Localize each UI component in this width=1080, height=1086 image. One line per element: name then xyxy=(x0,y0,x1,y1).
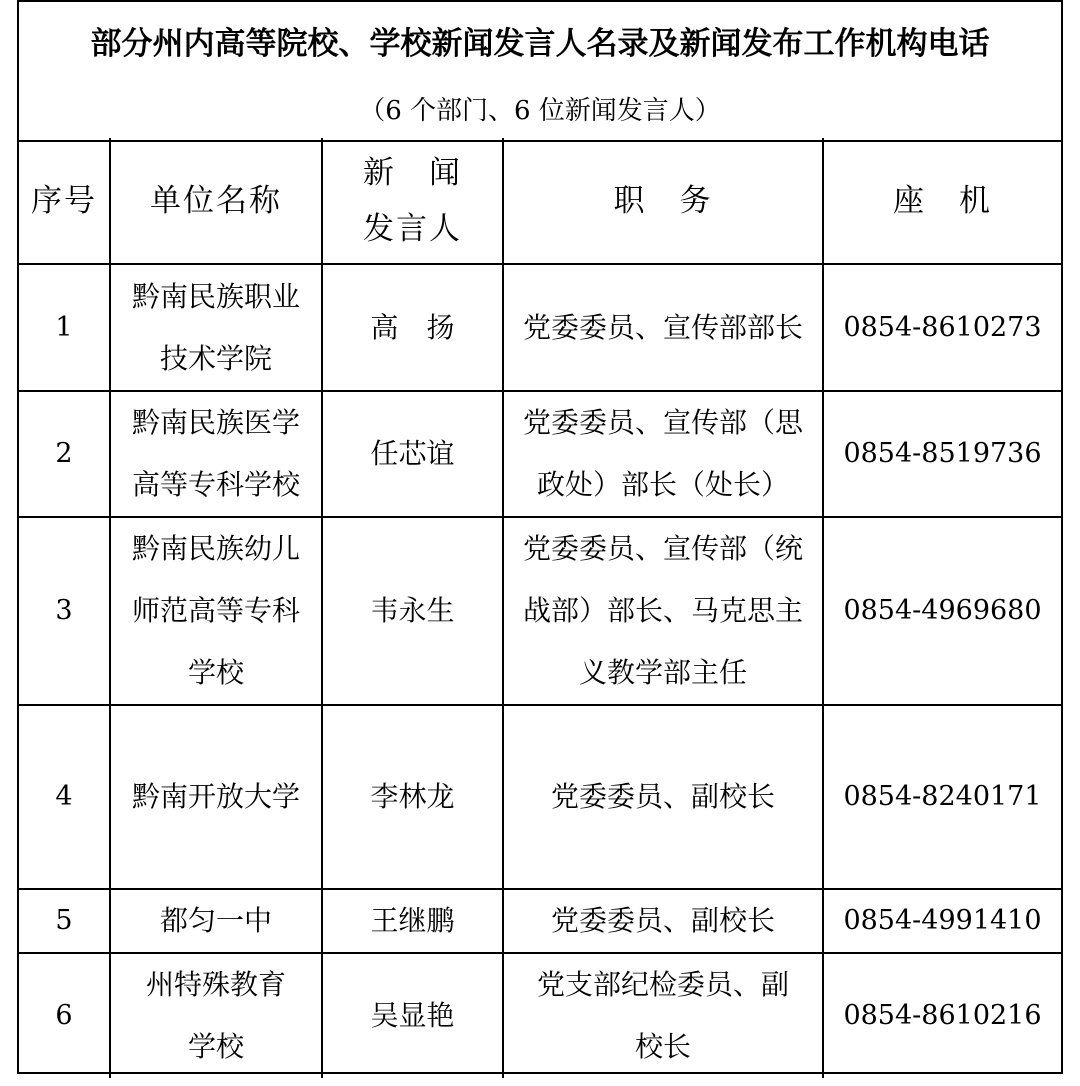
position-line: 义教学部主任 xyxy=(578,656,747,689)
row-position xyxy=(503,953,823,1078)
row-phone: 0854-8240171 xyxy=(823,705,1061,889)
table-row xyxy=(19,391,1061,517)
table-row xyxy=(19,264,1061,391)
position-line: 党支部纪检委员、副 xyxy=(536,968,789,1001)
unit-line: 黔南开放大学 xyxy=(131,780,300,813)
header-position: 职 务 xyxy=(503,138,823,264)
row-unit xyxy=(110,264,322,391)
row-index: 3 xyxy=(19,517,110,705)
header-spokesperson-line1: 新 闻 xyxy=(363,154,462,191)
row-position xyxy=(503,391,823,517)
spokesperson-table xyxy=(19,138,1061,1078)
row-index: 5 xyxy=(19,889,110,953)
row-spokesperson: 韦永生 xyxy=(322,517,503,705)
header-unit: 单位名称 xyxy=(110,138,322,264)
position-line: 党委委员、宣传部（统 xyxy=(522,532,803,565)
table-row xyxy=(19,517,1061,705)
row-spokesperson: 任芯谊 xyxy=(322,391,503,517)
row-index: 6 xyxy=(19,953,110,1078)
row-phone: 0854-8610273 xyxy=(823,264,1061,391)
position-line: 党委委员、宣传部部长 xyxy=(522,310,803,344)
row-position xyxy=(503,889,823,953)
row-position xyxy=(503,705,823,889)
row-phone: 0854-4969680 xyxy=(823,517,1061,705)
unit-line: 黔南民族幼儿 xyxy=(131,532,300,565)
row-spokesperson: 吴显艳 xyxy=(322,953,503,1078)
unit-line: 高等专科学校 xyxy=(131,468,300,501)
position-line: 党委委员、副校长 xyxy=(550,780,775,813)
unit-line: 学校 xyxy=(187,656,244,689)
row-unit xyxy=(110,705,322,889)
position-line: 战部）部长、马克思主 xyxy=(522,594,803,627)
row-unit xyxy=(110,953,322,1078)
position-line: 党委委员、宣传部（思 xyxy=(522,406,803,439)
table-row xyxy=(19,705,1061,889)
document-subtitle: （6 个部门、6 位新闻发言人） xyxy=(359,96,721,126)
row-index: 4 xyxy=(19,705,110,889)
unit-line: 师范高等专科 xyxy=(131,594,300,627)
unit-line: 学校 xyxy=(187,1030,244,1063)
row-index: 2 xyxy=(19,391,110,517)
row-phone: 0854-8610216 xyxy=(823,953,1061,1078)
row-unit xyxy=(110,517,322,705)
row-phone: 0854-4991410 xyxy=(823,889,1061,953)
document-sheet xyxy=(17,0,1063,1074)
row-unit xyxy=(110,889,322,953)
row-position xyxy=(503,517,823,705)
position-line: 党委委员、副校长 xyxy=(550,904,775,937)
unit-line: 黔南民族医学 xyxy=(131,406,300,439)
unit-line: 州特殊教育 xyxy=(145,968,286,1001)
row-spokesperson: 李林龙 xyxy=(322,705,503,889)
unit-line: 黔南民族职业 xyxy=(131,279,300,313)
row-spokesperson: 高 扬 xyxy=(322,264,503,391)
position-line: 校长 xyxy=(634,1030,691,1063)
table-row xyxy=(19,889,1061,953)
header-row xyxy=(19,138,1061,264)
unit-line: 技术学院 xyxy=(159,341,272,375)
row-index: 1 xyxy=(19,264,110,391)
row-spokesperson: 王继鹏 xyxy=(322,889,503,953)
position-line: 政处）部长（处长） xyxy=(536,468,789,501)
row-phone: 0854-8519736 xyxy=(823,391,1061,517)
title-block xyxy=(19,2,1061,142)
row-unit xyxy=(110,391,322,517)
unit-line: 都匀一中 xyxy=(159,904,272,937)
header-spokesperson xyxy=(322,138,503,264)
header-index: 序号 xyxy=(19,138,110,264)
table-row xyxy=(19,953,1061,1078)
document-title: 部分州内高等院校、学校新闻发言人名录及新闻发布工作机构电话 xyxy=(90,26,990,62)
header-phone: 座 机 xyxy=(823,138,1061,264)
row-position xyxy=(503,264,823,391)
header-spokesperson-line2: 发言人 xyxy=(363,210,462,247)
